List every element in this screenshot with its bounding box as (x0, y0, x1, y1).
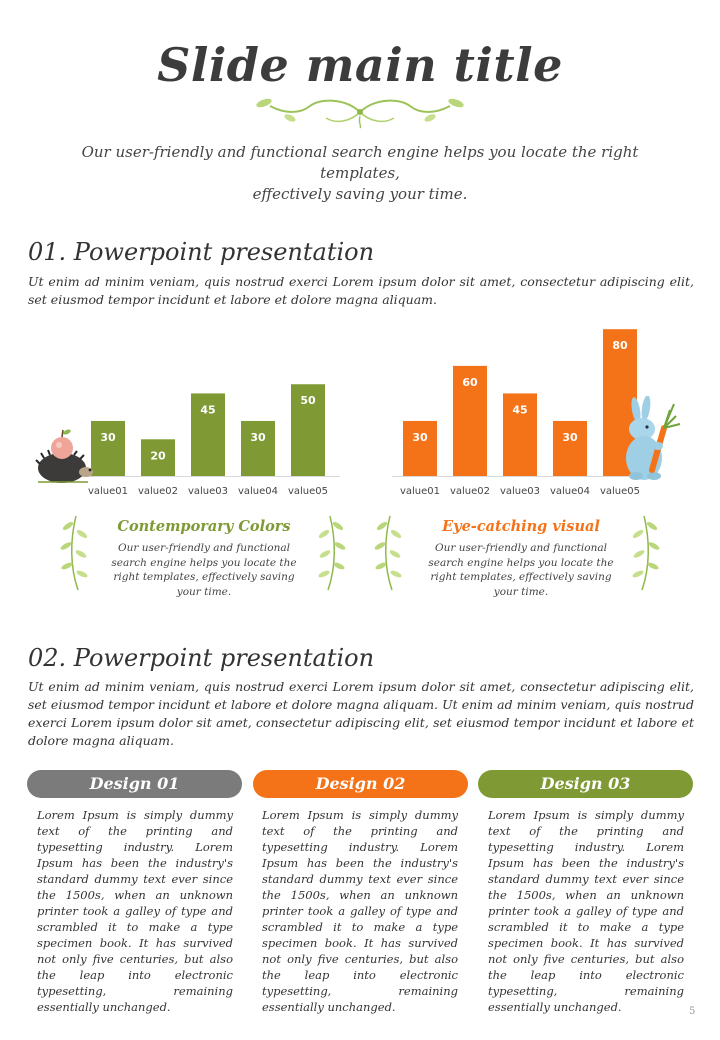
caption-text: Our user-friendly and functional search engine helps you locate the right templates, effectively saving your time. (111, 542, 297, 598)
section1-text: Ut enim ad minim veniam, quis nostrud exerci Lorem ipsum dolor sit amet, consectetur adipiscing elit, set eiusmod tempor incidunt et labore et dolore magna aliquam. (28, 274, 694, 307)
section2-title: 02. Powerpoint presentation (28, 644, 375, 672)
orange-bar-chart (392, 310, 652, 500)
bar-data-label: 30 (412, 430, 428, 444)
bar-data-label: 30 (562, 430, 578, 444)
bar-data-label: 30 (100, 430, 116, 444)
laurel-right-1-icon (316, 512, 346, 592)
bar-data-label: 30 (250, 430, 266, 444)
caption-heading: Eye-catching visual (442, 518, 600, 535)
bar-data-label: 60 (462, 375, 478, 389)
hedgehog-icon (32, 424, 94, 486)
caption-heading: Contemporary Colors (117, 518, 291, 535)
design-02-pill: Design 02 (253, 770, 468, 798)
laurel-left-2-icon (374, 512, 404, 592)
caption-contemporary-colors (104, 518, 304, 599)
bar-value04 (241, 421, 275, 476)
section1-title: 01. Powerpoint presentation (28, 238, 375, 266)
x-tick-label: value04 (237, 486, 279, 497)
caption-eye-catching-visual (419, 518, 623, 599)
section2-text: Ut enim ad minim veniam, quis nostrud exerci Lorem ipsum dolor sit amet, consectetur adipiscing elit, set eiusmod tempor incidunt et labore et dolore magna aliquam. Ut enim ad minim veniam, quis nostrud exerci Lorem ipsum dolor sit amet, consectetur adipiscing elit, set eiusmod tempor incidunt et labore et dolore magna aliquam. (28, 679, 694, 748)
design-02-text: Lorem Ipsum is simply dummy text of the printing and typesetting industry. Lorem Ipsum has been the industry's standard dummy text ever since the 1500s, when an unknown printer took a galley of type and scrambled it to make a type specimen book. It has survived not only five centuries, but also the leap into electronic typesetting, remaining essentially unchanged. (262, 808, 458, 1014)
bar-data-label: 45 (200, 403, 216, 417)
bar-value01 (403, 421, 437, 476)
bar-data-label: 20 (150, 449, 166, 463)
bar-data-label: 45 (512, 403, 528, 417)
bar-data-label: 50 (300, 394, 316, 408)
design-03-pill: Design 03 (478, 770, 693, 798)
caption-text: Our user-friendly and functional search engine helps you locate the right templates, effectively saving your time. (428, 542, 614, 598)
bar-data-label: 80 (612, 339, 628, 353)
x-tick-label: value01 (399, 486, 441, 497)
leaf-flourish-icon (250, 94, 470, 130)
x-tick-label: value02 (137, 486, 179, 497)
laurel-left-1-icon (60, 512, 90, 592)
design-01-pill: Design 01 (27, 770, 242, 798)
bar-value04 (553, 421, 587, 476)
green-bar-chart (80, 310, 340, 500)
x-tick-label: value04 (549, 486, 591, 497)
x-tick-label: value02 (449, 486, 491, 497)
page-subtitle: Our user-friendly and functional search engine helps you locate the right templates, effectively saving your time. (81, 143, 639, 203)
page-title: Slide main title (157, 38, 563, 92)
design-01-text: Lorem Ipsum is simply dummy text of the printing and typesetting industry. Lorem Ipsum has been the industry's standard dummy text ever since the 1500s, when an unknown printer took a galley of type and scrambled it to make a type specimen book. It has survived not only five centuries, but also the leap into electronic typesetting, remaining essentially unchanged. (37, 808, 233, 1014)
x-tick-label: value03 (187, 486, 229, 497)
bar-value01 (91, 421, 125, 476)
x-tick-label: value03 (499, 486, 541, 497)
x-tick-label: value05 (287, 486, 329, 497)
page-number: 5 (689, 1006, 696, 1017)
x-tick-label: value01 (87, 486, 129, 497)
rabbit-icon (622, 396, 690, 482)
x-tick-label: value05 (599, 486, 641, 497)
design-03-text: Lorem Ipsum is simply dummy text of the printing and typesetting industry. Lorem Ipsum has been the industry's standard dummy text ever since the 1500s, when an unknown printer took a galley of type and scrambled it to make a type specimen book. It has survived not only five centuries, but also the leap into electronic typesetting, remaining essentially unchanged. (488, 808, 684, 1014)
laurel-right-2-icon (630, 512, 660, 592)
